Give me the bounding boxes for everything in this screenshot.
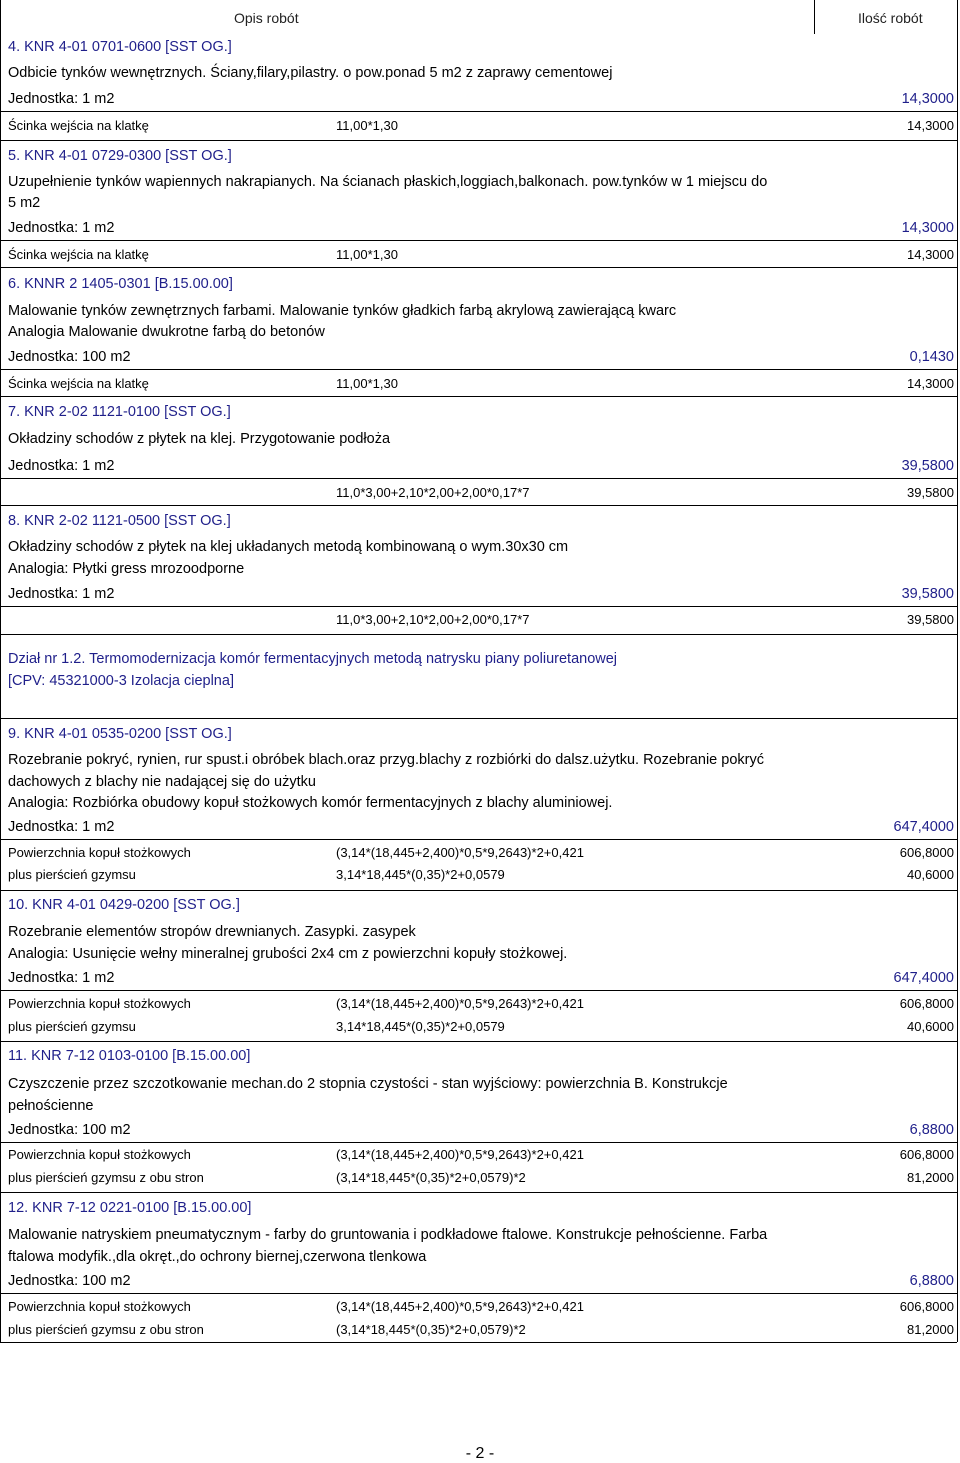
item-description: Analogia: Usunięcie wełny mineralnej grubości 2x4 cm z powierzchni kopuły stożkowej. xyxy=(8,946,568,962)
item-heading: 10. KNR 4-01 0429-0200 [SST OG.] xyxy=(8,897,240,913)
unit-rule xyxy=(0,111,957,112)
frame-right-line xyxy=(957,0,958,1342)
page-number: - 2 - xyxy=(465,1445,495,1462)
item-separator xyxy=(0,890,957,891)
item-description: 5 m2 xyxy=(8,195,41,211)
measure-formula: (3,14*18,445*(0,35)*2+0,0579)*2 xyxy=(336,1170,526,1185)
item-unit: Jednostka: 1 m2 xyxy=(8,220,115,236)
measure-value: 14,3000 xyxy=(907,247,954,262)
item-separator xyxy=(0,267,957,268)
measure-formula: 11,0*3,00+2,10*2,00+2,00*0,17*7 xyxy=(336,612,530,627)
item-description: Malowanie natryskiem pneumatycznym - farby do gruntowania i podkładowe ftalowe. Konstrukcje pełnościenne. Farba xyxy=(8,1227,768,1243)
measure-label: plus pierścień gzymsu z obu stron xyxy=(8,1170,204,1185)
measure-formula: (3,14*(18,445+2,400)*0,5*9,2643)*2+0,421 xyxy=(336,996,584,1011)
unit-rule xyxy=(0,839,957,840)
item-quantity: 14,3000 xyxy=(901,91,954,107)
measure-formula: (3,14*(18,445+2,400)*0,5*9,2643)*2+0,421 xyxy=(336,1299,584,1314)
item-unit: Jednostka: 1 m2 xyxy=(8,458,115,474)
measure-value: 40,6000 xyxy=(907,867,954,882)
header-divider xyxy=(814,0,815,34)
item-unit: Jednostka: 1 m2 xyxy=(8,91,115,107)
measure-formula: 3,14*18,445*(0,35)*2+0,0579 xyxy=(336,867,505,882)
item-quantity: 0,1430 xyxy=(909,349,954,365)
item-unit: Jednostka: 100 m2 xyxy=(8,1122,131,1138)
item-description: Analogia: Rozbiórka obudowy kopuł stożkowych komór fermentacyjnych z blachy aluminiowej. xyxy=(8,795,613,811)
item-separator xyxy=(0,505,957,506)
item-heading: 5. KNR 4-01 0729-0300 [SST OG.] xyxy=(8,148,232,164)
measure-formula: (3,14*(18,445+2,400)*0,5*9,2643)*2+0,421 xyxy=(336,1147,584,1162)
measure-formula: (3,14*(18,445+2,400)*0,5*9,2643)*2+0,421 xyxy=(336,845,584,860)
measure-label: plus pierścień gzymsu xyxy=(8,867,136,882)
item-description: Okładziny schodów z płytek na klej. Przygotowanie podłoża xyxy=(8,431,391,447)
unit-rule xyxy=(0,369,957,370)
measure-value: 81,2000 xyxy=(907,1170,954,1185)
item-separator xyxy=(0,1192,957,1193)
unit-rule xyxy=(0,478,957,479)
measure-label: Ścinka wejścia na klatkę xyxy=(8,247,149,262)
item-description: pełnościenne xyxy=(8,1098,94,1114)
item-heading: 7. KNR 2-02 1121-0100 [SST OG.] xyxy=(8,404,231,420)
item-description: Malowanie tynków zewnętrznych farbami. Malowanie tynków gładkich farbą akrylową zawierającą kwarc xyxy=(8,303,677,319)
unit-rule xyxy=(0,990,957,991)
item-description: Czyszczenie przez szczotkowanie mechan.do 2 stopnia czystości - stan wyjściowy: powierzchnia B. Konstrukcje xyxy=(8,1076,728,1092)
section-cpv: [CPV: 45321000-3 Izolacja cieplna] xyxy=(8,673,234,689)
item-separator xyxy=(0,1041,957,1042)
item-description: Rozebranie pokryć, rynien, rur spust.i obróbek blach.oraz przyg.blachy z rozbiórki do dalsz.użytku. Rozebranie pokryć xyxy=(8,752,764,768)
measure-label: Ścinka wejścia na klatkę xyxy=(8,376,149,391)
measure-label: Powierzchnia kopuł stożkowych xyxy=(8,996,191,1011)
item-separator xyxy=(0,396,957,397)
measure-formula: 11,00*1,30 xyxy=(336,118,398,133)
measure-value: 606,8000 xyxy=(899,1299,954,1314)
measure-value: 14,3000 xyxy=(907,376,954,391)
item-description: Analogia Malowanie dwukrotne farbą do betonów xyxy=(8,324,325,340)
measure-value: 606,8000 xyxy=(899,996,954,1011)
measure-value: 14,3000 xyxy=(907,118,954,133)
item-separator xyxy=(0,140,957,141)
item-description: Rozebranie elementów stropów drewnianych. Zasypki. zasypek xyxy=(8,924,416,940)
measure-value: 40,6000 xyxy=(907,1019,954,1034)
item-description: Okładziny schodów z płytek na klej układanych metodą kombinowaną o wym.30x30 cm xyxy=(8,539,569,555)
measure-label: plus pierścień gzymsu xyxy=(8,1019,136,1034)
item-heading: 12. KNR 7-12 0221-0100 [B.15.00.00] xyxy=(8,1200,252,1216)
item-quantity: 6,8800 xyxy=(909,1273,954,1289)
measure-label: Powierzchnia kopuł stożkowych xyxy=(8,1147,191,1162)
frame-bottom-line xyxy=(0,1342,957,1343)
measure-label: Powierzchnia kopuł stożkowych xyxy=(8,845,191,860)
frame-left-line xyxy=(0,0,1,1342)
item-unit: Jednostka: 1 m2 xyxy=(8,970,115,986)
item-heading: 4. KNR 4-01 0701-0600 [SST OG.] xyxy=(8,39,232,55)
measure-label: plus pierścień gzymsu z obu stron xyxy=(8,1322,204,1337)
item-quantity: 647,4000 xyxy=(893,970,954,986)
measure-value: 606,8000 xyxy=(899,1147,954,1162)
item-separator xyxy=(0,634,957,635)
item-description: Uzupełnienie tynków wapiennych nakrapianych. Na ścianach płaskich,loggiach,balkonach. pow.tynków w 1 miejscu do xyxy=(8,174,768,190)
item-heading: 9. KNR 4-01 0535-0200 [SST OG.] xyxy=(8,726,232,742)
section-heading: Dział nr 1.2. Termomodernizacja komór fermentacyjnych metodą natrysku piany poliuretanowej xyxy=(8,651,618,667)
measure-formula: (3,14*18,445*(0,35)*2+0,0579)*2 xyxy=(336,1322,526,1337)
item-quantity: 14,3000 xyxy=(901,220,954,236)
unit-rule xyxy=(0,1293,957,1294)
column-header-description: Opis robót xyxy=(234,10,299,26)
item-description: Odbicie tynków wewnętrznych. Ściany,filary,pilastry. o pow.ponad 5 m2 z zaprawy cementowej xyxy=(8,65,613,81)
item-unit: Jednostka: 1 m2 xyxy=(8,819,115,835)
measure-value: 39,5800 xyxy=(907,612,954,627)
item-unit: Jednostka: 100 m2 xyxy=(8,349,131,365)
item-quantity: 39,5800 xyxy=(901,458,954,474)
measure-formula: 11,00*1,30 xyxy=(336,247,398,262)
unit-rule xyxy=(0,240,957,241)
measure-formula: 11,0*3,00+2,10*2,00+2,00*0,17*7 xyxy=(336,485,530,500)
measure-label: Ścinka wejścia na klatkę xyxy=(8,118,149,133)
item-quantity: 39,5800 xyxy=(901,586,954,602)
section-separator xyxy=(0,718,957,719)
unit-rule xyxy=(0,1142,957,1143)
measure-value: 606,8000 xyxy=(899,845,954,860)
measure-value: 81,2000 xyxy=(907,1322,954,1337)
item-description: dachowych z blachy nie nadającej się do użytku xyxy=(8,774,316,790)
measure-formula: 3,14*18,445*(0,35)*2+0,0579 xyxy=(336,1019,505,1034)
column-header-quantity: Ilość robót xyxy=(858,10,923,26)
measure-value: 39,5800 xyxy=(907,485,954,500)
item-description: Analogia: Płytki gress mrozoodporne xyxy=(8,561,245,577)
measure-label: Powierzchnia kopuł stożkowych xyxy=(8,1299,191,1314)
item-description: ftalowa modyfik.,dla okręt.,do ochrony biernej,czerwona tlenkowa xyxy=(8,1249,427,1265)
item-heading: 6. KNNR 2 1405-0301 [B.15.00.00] xyxy=(8,276,233,292)
item-heading: 11. KNR 7-12 0103-0100 [B.15.00.00] xyxy=(8,1048,251,1064)
measure-formula: 11,00*1,30 xyxy=(336,376,398,391)
item-heading: 8. KNR 2-02 1121-0500 [SST OG.] xyxy=(8,513,231,529)
item-quantity: 6,8800 xyxy=(909,1122,954,1138)
item-quantity: 647,4000 xyxy=(893,819,954,835)
unit-rule xyxy=(0,606,957,607)
item-unit: Jednostka: 100 m2 xyxy=(8,1273,131,1289)
item-unit: Jednostka: 1 m2 xyxy=(8,586,115,602)
